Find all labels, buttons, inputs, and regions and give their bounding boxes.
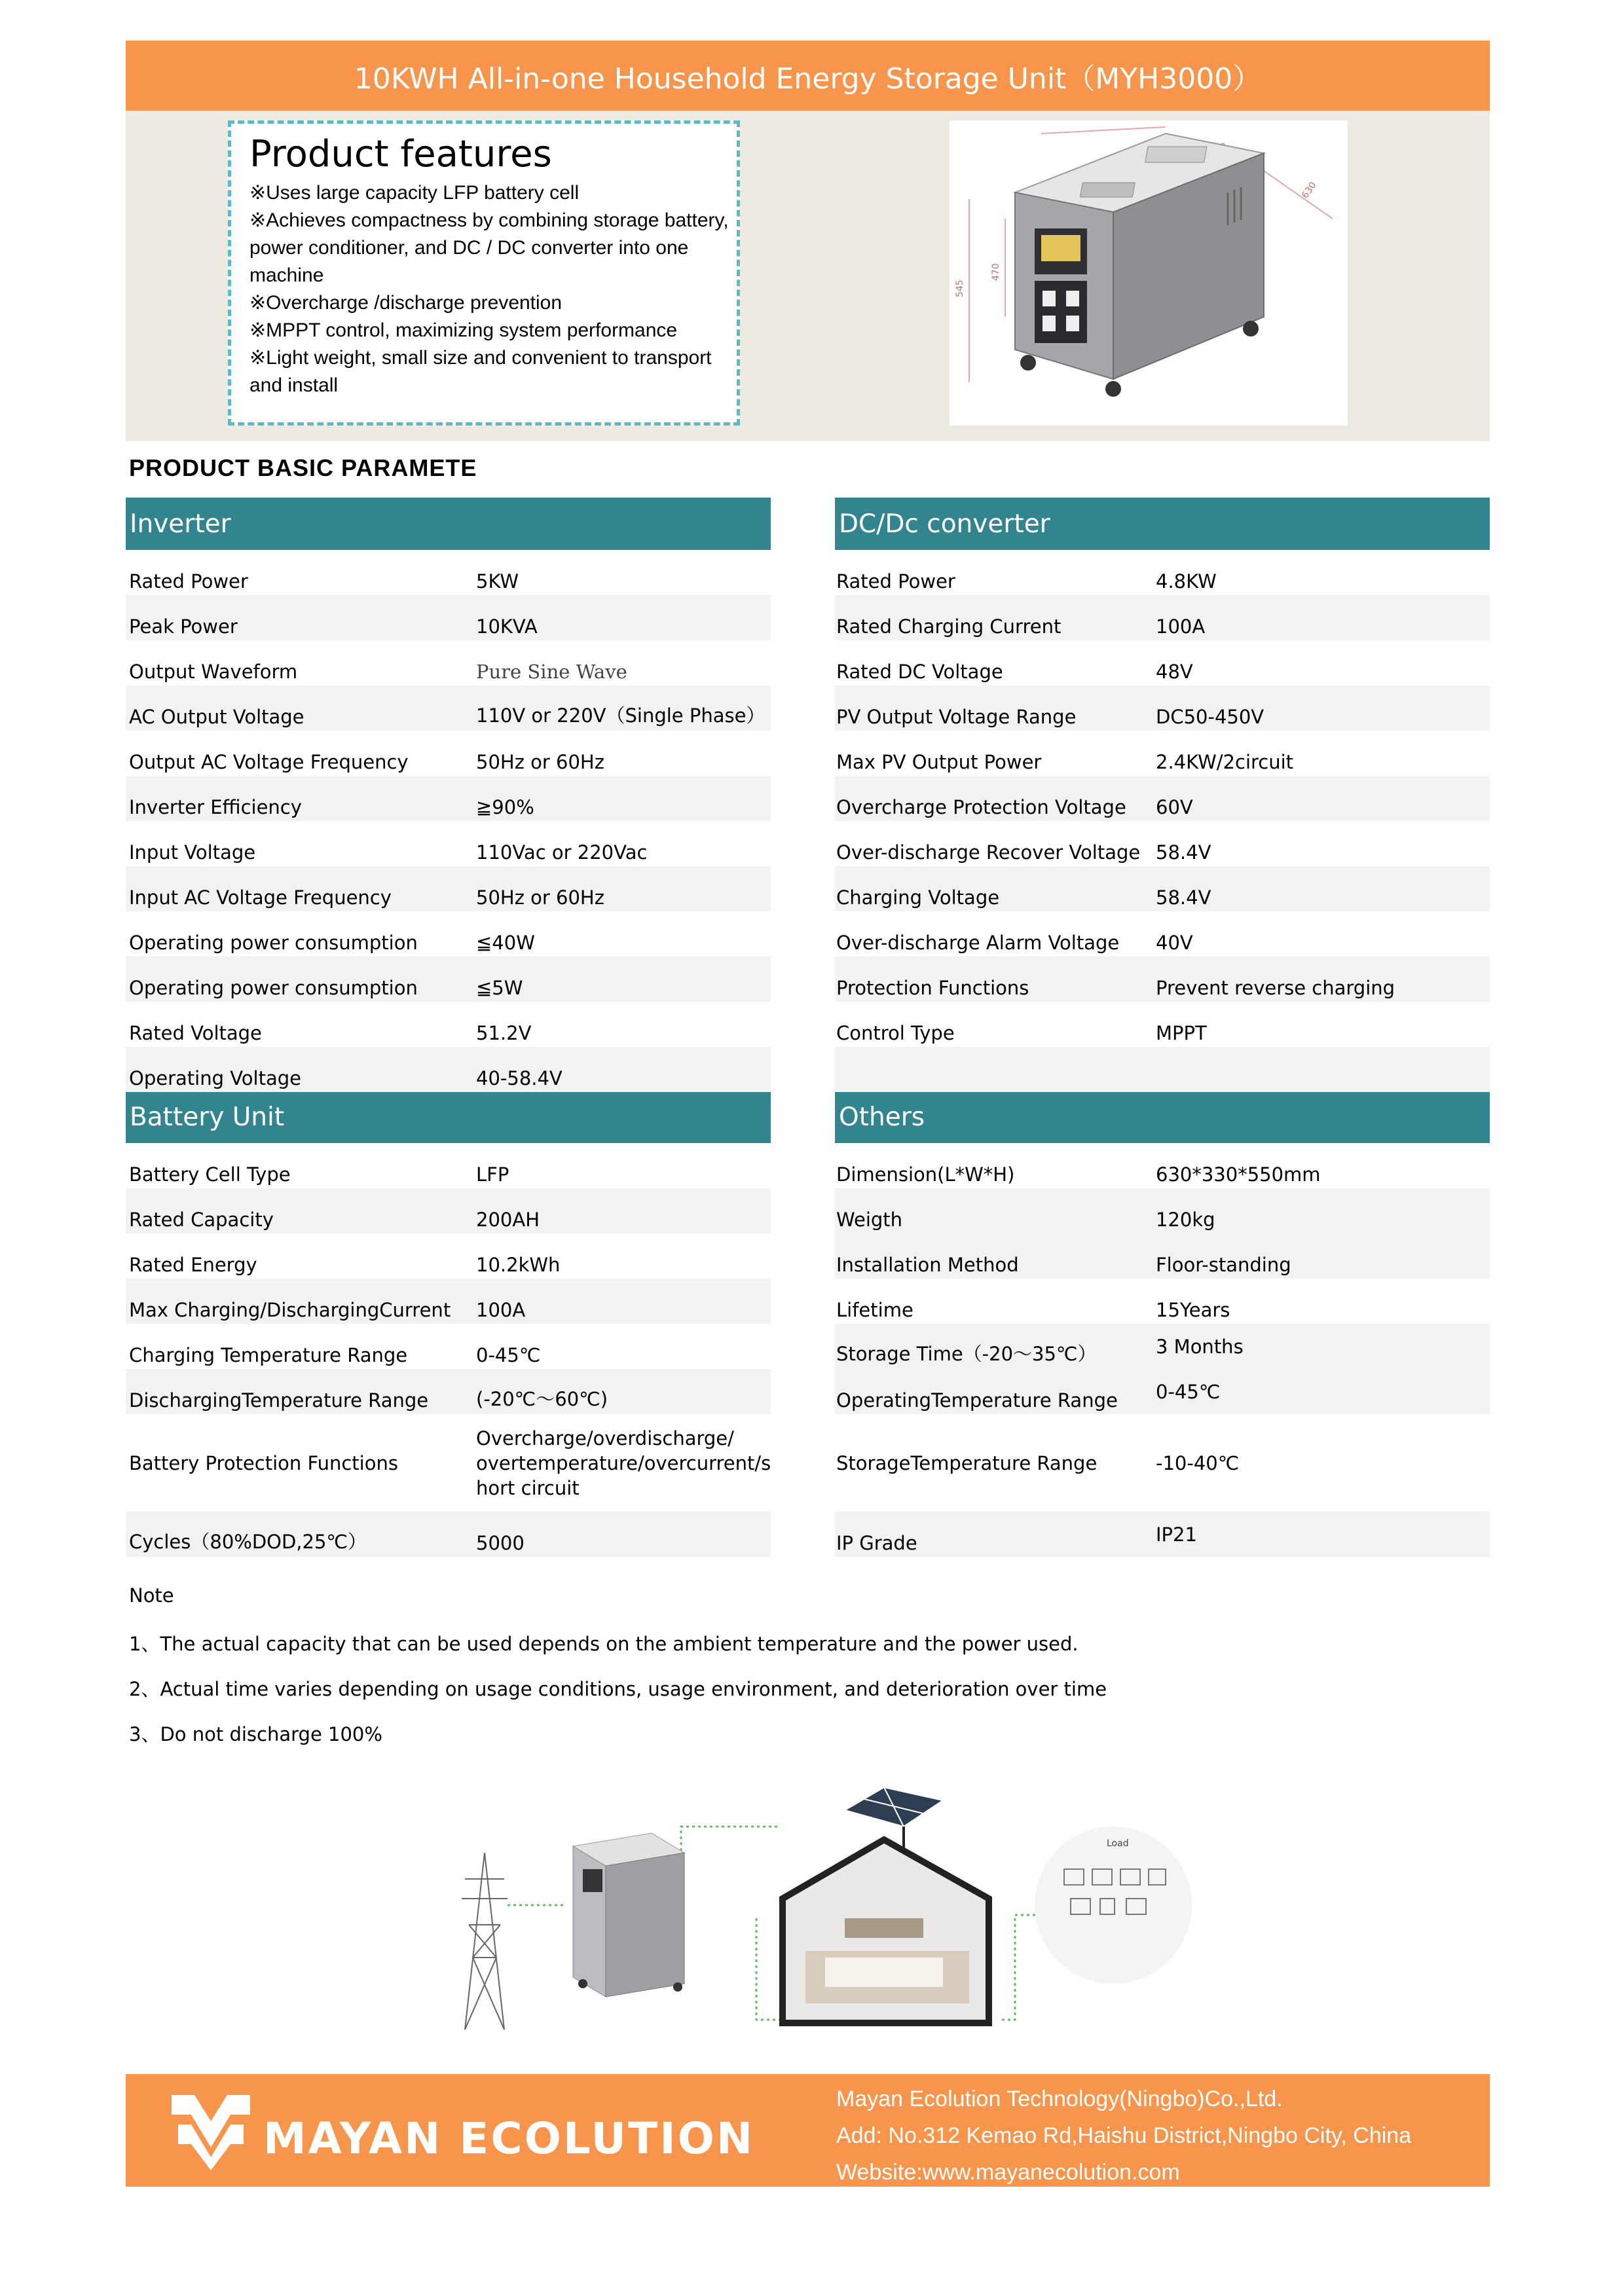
param-label: Lifetime (836, 1299, 913, 1321)
param-value: 58.4V (1156, 886, 1211, 909)
param-value: 5000 (476, 1532, 525, 1554)
param-value: 100A (1156, 615, 1206, 638)
table-row (835, 1279, 1490, 1324)
document-title: 10KWH All-in-one Household Energy Storage Unit（MYH3000） (126, 41, 1490, 111)
param-value: Overcharge/overdischarge/ overtemperature/overcurrent/s hort circuit (476, 1427, 771, 1499)
table-row (835, 911, 1490, 957)
table-row (126, 731, 771, 776)
product-image (950, 120, 1348, 426)
param-value: 0-45℃ (476, 1344, 541, 1366)
param-label: OperatingTemperature Range (836, 1389, 1118, 1412)
table-row (835, 731, 1490, 776)
battery-table (126, 1143, 771, 1557)
param-label: PV Output Voltage Range (836, 706, 1077, 728)
param-value: MPPT (1156, 1022, 1207, 1044)
dim-label: 630 (1300, 180, 1319, 201)
table-row (835, 821, 1490, 866)
system-diagram (426, 1787, 1211, 2036)
table-row (835, 1188, 1490, 1233)
inverter-heading: Inverter (126, 498, 771, 550)
table-row (126, 640, 771, 685)
table-row (126, 1143, 771, 1188)
table-row (126, 1324, 771, 1369)
param-value: 10.2kWh (476, 1254, 561, 1276)
note-item: 1、The actual capacity that can be used depends on the ambient temperature and the power used. (129, 1633, 1079, 1655)
mayan-logo-icon (165, 2088, 257, 2174)
features-heading: Product features (249, 133, 552, 175)
param-label: Input Voltage (129, 841, 256, 864)
param-label: Rated Voltage (129, 1022, 262, 1044)
param-label: Operating power consumption (129, 932, 418, 954)
storage-unit-illustration (950, 120, 1348, 426)
table-row (835, 1047, 1490, 1092)
param-label: Over-discharge Recover Voltage (836, 841, 1141, 864)
dcdc-table (835, 550, 1490, 1092)
param-value: 15Years (1156, 1299, 1230, 1321)
house-icon (783, 1840, 989, 2023)
param-label: Rated Capacity (129, 1209, 274, 1231)
param-label: Control Type (836, 1022, 955, 1044)
load-appliances-icon (1035, 1827, 1192, 1984)
power-tower-icon (462, 1853, 507, 2030)
param-value: 58.4V (1156, 841, 1211, 864)
param-value: ≧90% (476, 796, 534, 818)
param-value: 4.8KW (1156, 570, 1217, 592)
param-label: Peak Power (129, 615, 238, 638)
param-label: Storage Time（-20～35℃） (836, 1343, 1097, 1365)
company-address: Add: No.312 Kemao Rd,Haishu District,Ningbo City, China (836, 2123, 1412, 2148)
notes-section (129, 1584, 1107, 1765)
param-label: Operating Voltage (129, 1067, 301, 1089)
table-row (835, 957, 1490, 1002)
param-value: 48V (1156, 661, 1193, 683)
table-row (835, 866, 1490, 911)
param-label: Operating power consumption (129, 977, 418, 999)
param-label: StorageTemperature Range (836, 1451, 1098, 1474)
table-row (835, 595, 1490, 640)
param-label: DischargingTemperature Range (129, 1389, 429, 1412)
param-value: 40V (1156, 932, 1193, 954)
param-label: Cycles（80%DOD,25℃） (129, 1531, 367, 1553)
param-label: Charging Temperature Range (129, 1344, 408, 1366)
param-label: Rated Energy (129, 1254, 257, 1276)
table-row (126, 866, 771, 911)
load-label: Load (1107, 1838, 1129, 1849)
table-row (835, 640, 1490, 685)
feature-item: ※MPPT control, maximizing system performance (249, 319, 678, 341)
param-label: Weigth (836, 1209, 903, 1231)
param-value: 2.4KW/2circuit (1156, 751, 1294, 773)
battery-heading: Battery Unit (126, 1091, 771, 1143)
param-value: 100A (476, 1299, 526, 1321)
param-label: Charging Voltage (836, 886, 1000, 909)
brand-name: MAYAN ECOLUTION (263, 2113, 755, 2164)
param-value: 110Vac or 220Vac (476, 841, 648, 864)
dim-label: 470 (991, 263, 1001, 281)
param-value: -10-40℃ (1156, 1451, 1240, 1474)
table-row (126, 685, 771, 731)
param-value: LFP (476, 1163, 509, 1186)
param-value: (-20℃～60℃) (476, 1388, 608, 1410)
section-title: PRODUCT BASIC PARAMETE (129, 454, 477, 481)
param-label: Rated Power (129, 570, 248, 592)
param-label: Max PV Output Power (836, 751, 1042, 773)
table-row (126, 1369, 771, 1414)
product-features-box (228, 120, 745, 426)
table-row (126, 911, 771, 957)
param-value: IP21 (1156, 1523, 1197, 1546)
company-info (836, 2081, 1411, 2191)
param-value: 40-58.4V (476, 1067, 563, 1089)
note-item: 3、Do not discharge 100% (129, 1723, 382, 1745)
param-label: IP Grade (836, 1532, 917, 1554)
company-name: Mayan Ecolution Technology(Ningbo)Co.,Ltd. (836, 2086, 1283, 2111)
param-value: 60V (1156, 796, 1193, 818)
storage-unit-icon (573, 1833, 684, 1997)
param-label: Battery Protection Functions (129, 1451, 398, 1474)
table-row (126, 1279, 771, 1324)
param-value: 5KW (476, 570, 519, 592)
notes-heading: Note (129, 1584, 174, 1607)
dcdc-heading: DC/Dc converter (835, 498, 1490, 550)
table-row (835, 1512, 1490, 1557)
feature-item: ※Overcharge /discharge prevention (249, 292, 563, 314)
param-value: Pure Sine Wave (476, 661, 627, 683)
table-row (835, 1233, 1490, 1279)
param-label: Protection Functions (836, 977, 1029, 999)
param-label: Rated Power (836, 570, 955, 592)
company-website: Website:www.mayanecolution.com (836, 2160, 1180, 2185)
table-row (126, 1233, 771, 1279)
param-label: Inverter Efficiency (129, 796, 302, 818)
inverter-table (126, 550, 771, 1092)
param-value: 50Hz or 60Hz (476, 886, 604, 909)
param-value: 0-45℃ (1156, 1381, 1221, 1403)
param-value: 51.2V (476, 1022, 532, 1044)
footer (126, 2074, 1490, 2187)
param-value: 120kg (1156, 1209, 1215, 1231)
table-row (126, 1512, 771, 1557)
table-row (835, 1143, 1490, 1188)
system-diagram-illustration (426, 1787, 1211, 2036)
solar-panel-icon (845, 1787, 943, 1827)
param-label: Output Waveform (129, 661, 298, 683)
others-table (835, 1143, 1490, 1557)
table-row (835, 685, 1490, 731)
param-value: DC50-450V (1156, 706, 1264, 728)
param-value: ≦40W (476, 932, 535, 954)
table-row (835, 776, 1490, 821)
table-row (835, 550, 1490, 595)
param-value: 110V or 220V（Single Phase） (476, 704, 766, 727)
feature-item: ※Uses large capacity LFP battery cell (249, 182, 580, 204)
param-label: AC Output Voltage (129, 706, 304, 728)
param-label: Max Charging/DischargingCurrent (129, 1299, 451, 1321)
param-label: Output AC Voltage Frequency (129, 751, 409, 773)
param-value: 630*330*550mm (1156, 1163, 1321, 1186)
table-row (126, 595, 771, 640)
table-row (126, 957, 771, 1002)
dim-label: 545 (955, 280, 965, 297)
param-value: 10KVA (476, 615, 538, 638)
param-value: 200AH (476, 1209, 540, 1231)
table-row (126, 1047, 771, 1092)
table-row (126, 1414, 771, 1512)
note-item: 2、Actual time varies depending on usage conditions, usage environment, and deterioration over time (129, 1678, 1107, 1700)
param-value: 50Hz or 60Hz (476, 751, 604, 773)
param-value: Floor-standing (1156, 1254, 1291, 1276)
param-label: Overcharge Protection Voltage (836, 796, 1126, 818)
table-row (835, 1002, 1490, 1047)
table-row (835, 1369, 1490, 1414)
param-value: Prevent reverse charging (1156, 977, 1395, 999)
table-row (126, 1002, 771, 1047)
param-label: Rated Charging Current (836, 615, 1061, 638)
param-value: 3 Months (1156, 1336, 1244, 1358)
param-label: Dimension(L*W*H) (836, 1163, 1015, 1186)
param-label: Rated DC Voltage (836, 661, 1003, 683)
param-label: Input AC Voltage Frequency (129, 886, 392, 909)
param-value: ≦5W (476, 977, 523, 999)
feature-item: ※Achieves compactness by combining storage battery, power conditioner, and DC / DC converter into one machine (249, 210, 745, 286)
others-heading: Others (835, 1091, 1490, 1143)
feature-item: ※Light weight, small size and convenient to transport and install (249, 347, 717, 396)
param-label: Installation Method (836, 1254, 1019, 1276)
table-row (126, 821, 771, 866)
table-row (835, 1414, 1490, 1512)
param-label: Battery Cell Type (129, 1163, 291, 1186)
table-row (126, 776, 771, 821)
table-row (126, 1188, 771, 1233)
table-row (126, 550, 771, 595)
features-list (249, 179, 745, 399)
table-row (835, 1324, 1490, 1369)
param-label: Over-discharge Alarm Voltage (836, 932, 1120, 954)
